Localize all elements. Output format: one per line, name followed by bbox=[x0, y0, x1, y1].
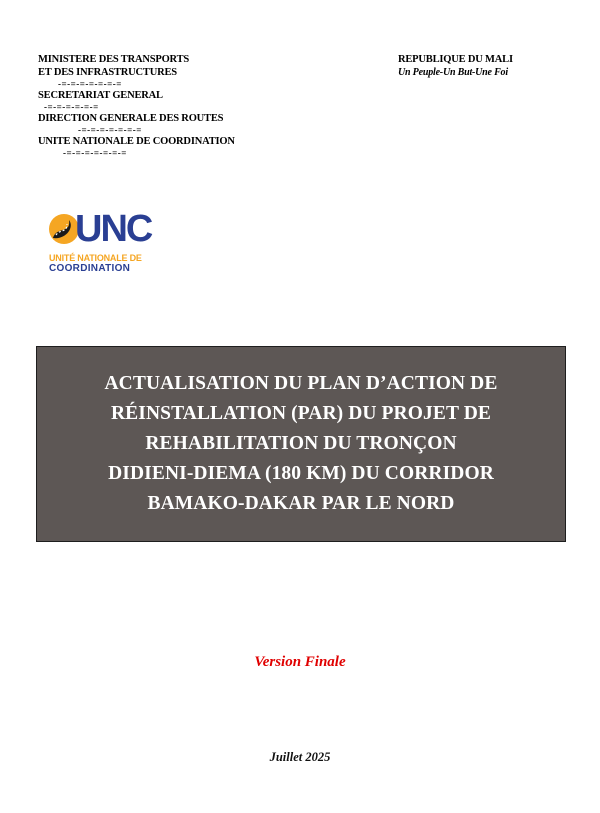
title-line: ACTUALISATION DU PLAN D’ACTION DE bbox=[104, 373, 498, 394]
logo-subtitle-line2: COORDINATION bbox=[49, 263, 131, 274]
title-line: BAMAKO-DAKAR PAR LE NORD bbox=[147, 493, 455, 514]
unc-logo bbox=[47, 208, 162, 287]
country-motto: Un Peuple-Un But-Une Foi bbox=[398, 67, 508, 78]
direction-name: DIRECTION GENERALE DES ROUTES bbox=[38, 113, 224, 124]
secretariat-name: SECRETARIAT GENERAL bbox=[38, 90, 163, 101]
document-title bbox=[51, 369, 551, 519]
header-separator: -=-=-=-=-=-= bbox=[44, 102, 99, 112]
version-label: Version Finale bbox=[254, 654, 346, 670]
ministry-name-line2: ET DES INFRASTRUCTURES bbox=[38, 67, 177, 78]
document-date: Juillet 2025 bbox=[269, 750, 331, 764]
ministry-header bbox=[38, 53, 308, 158]
title-line: DIDIENI-DIEMA (180 KM) DU CORRIDOR bbox=[108, 463, 494, 484]
document-title-box bbox=[36, 346, 566, 542]
header-separator: -=-=-=-=-=-=-= bbox=[78, 125, 142, 135]
country-header bbox=[398, 53, 578, 79]
header-separator: -=-=-=-=-=-=-= bbox=[63, 148, 127, 158]
title-line: REHABILITATION DU TRONÇON bbox=[145, 433, 457, 454]
logo-subtitle-line1: UNITÉ NATIONALE DE bbox=[49, 253, 142, 263]
country-name: REPUBLIQUE DU MALI bbox=[398, 54, 513, 65]
header-separator: -=-=-=-=-=-=-= bbox=[58, 79, 122, 89]
unit-name: UNITE NATIONALE DE COORDINATION bbox=[38, 136, 235, 147]
ministry-name-line1: MINISTERE DES TRANSPORTS bbox=[38, 54, 190, 65]
logo-letters: UNC bbox=[75, 208, 152, 250]
title-line: RÉINSTALLATION (PAR) DU PROJET DE bbox=[111, 403, 491, 424]
